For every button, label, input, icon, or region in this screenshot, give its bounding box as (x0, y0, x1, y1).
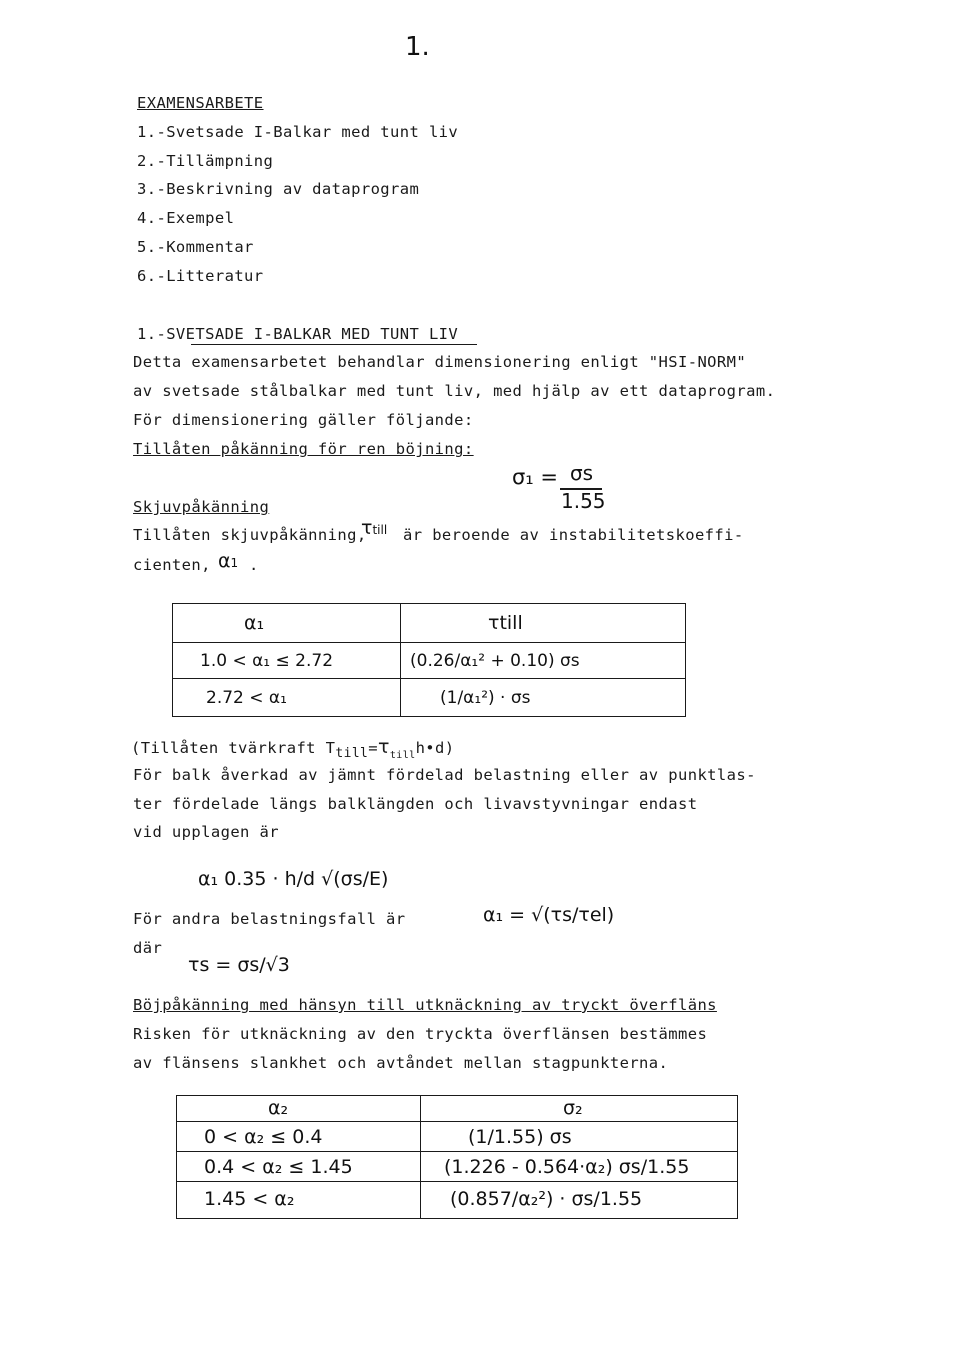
alpha1-formula-a: α₁ 0.35 · h/d √(σs/E) (198, 868, 389, 890)
tau-subscript: till (372, 523, 388, 537)
alpha-symbol: α (218, 550, 231, 572)
toc-title: EXAMENSARBETE (137, 94, 264, 112)
shear-force-suffix: h•d) (415, 739, 455, 757)
paragraph-line: Detta examensarbetet behandlar dimensionering enligt "HSI-NORM" (133, 353, 747, 371)
tau-symbol: τ (361, 517, 373, 539)
tau-till-symbol (361, 517, 387, 541)
alpha1-symbol (218, 550, 238, 574)
table-header: α₂ (268, 1097, 289, 1119)
sigma1-formula-lhs: σ₁ = (512, 465, 558, 489)
paragraph-line: vid upplagen är (133, 823, 279, 841)
table-border (176, 1095, 177, 1219)
sigma1-formula-denominator: 1.55 (561, 489, 606, 513)
table-border (172, 642, 686, 643)
paragraph-line: ter fördelade längs balklängden och livavstyvningar endast (133, 795, 698, 813)
shear-stress-label: Skjuvpåkänning (133, 498, 270, 516)
paragraph-line: För dimensionering gäller följande: (133, 411, 474, 429)
shear-force-tau-subscript: till (389, 750, 416, 761)
table-border (172, 603, 173, 717)
table-header: α₁ (244, 612, 265, 634)
table-border (400, 603, 401, 717)
shear-force-eq: = (368, 739, 379, 757)
sigma1-formula-numerator: σs (570, 461, 594, 485)
table-border (176, 1218, 738, 1219)
table-alpha2-sigma2 (176, 1095, 738, 1219)
paragraph-line: av flänsens slankhet och avtåndet mellan stagpunkterna. (133, 1054, 669, 1072)
paragraph-line: är beroende av instabilitetskoeffi- (403, 526, 744, 544)
table-cell: 0 < α₂ ≤ 0.4 (204, 1126, 323, 1148)
shear-force-tau: τ (378, 736, 390, 758)
flange-heading: Böjpåkänning med hänsyn till utknäckning av tryckt överfläns (133, 996, 717, 1014)
paragraph-line: cienten, (133, 556, 211, 574)
table-border (176, 1151, 738, 1152)
table-header: τtill (488, 612, 523, 634)
table-header: σ₂ (563, 1097, 583, 1119)
table-border (176, 1181, 738, 1182)
table-border (737, 1095, 738, 1219)
shear-force-prefix: (Tillåten tvärkraft T (131, 739, 336, 757)
table-cell: (0.26/α₁² + 0.10) σs (410, 651, 580, 671)
toc-item: 1.-Svetsade I-Balkar med tunt liv (137, 123, 459, 141)
paragraph-line: För balk åverkad av jämnt fördelad belastning eller av punktlas- (133, 766, 756, 784)
table-cell: 1.45 < α₂ (204, 1188, 295, 1210)
table-border (176, 1095, 738, 1096)
toc-item: 4.-Exempel (137, 209, 235, 227)
other-cases-text: För andra belastningsfall är (133, 910, 406, 928)
table-cell: 2.72 < α₁ (206, 688, 287, 708)
toc-item: 3.-Beskrivning av dataprogram (137, 180, 420, 198)
toc-item: 5.-Kommentar (137, 238, 254, 256)
table-cell: 1.0 < α₁ ≤ 2.72 (200, 651, 334, 671)
table-cell: (1/1.55) σs (468, 1126, 572, 1148)
section-heading-underline (191, 344, 477, 345)
shear-force-subscript: till (335, 746, 369, 761)
table-border (685, 603, 686, 717)
table-border (172, 603, 686, 604)
table-cell: (1.226 - 0.564·α₂) σs/1.55 (444, 1156, 690, 1178)
alpha1-formula-b: α₁ = √(τs/τel) (483, 904, 615, 926)
table-border (172, 716, 686, 717)
table-cell: (1/α₁²) · σs (440, 688, 531, 708)
table-alpha1-tau (172, 603, 686, 717)
paragraph-line: . (249, 556, 259, 574)
table-border (172, 678, 686, 679)
table-cell: 0.4 < α₂ ≤ 1.45 (204, 1156, 353, 1178)
table-cell: (0.857/α₂²) · σs/1.55 (450, 1188, 643, 1210)
paragraph-line: Tillåten skjuvpåkänning, (133, 526, 367, 544)
shear-force-line (131, 738, 455, 760)
paragraph-line: Risken för utknäckning av den tryckta överflänsen bestämmes (133, 1025, 708, 1043)
paragraph-line: av svetsade stålbalkar med tunt liv, med hjälp av ett dataprogram. (133, 382, 776, 400)
bending-stress-label: Tillåten påkänning för ren böjning: (133, 440, 474, 458)
table-border (176, 1121, 738, 1122)
alpha-subscript: 1 (230, 556, 239, 570)
toc-item: 6.-Litteratur (137, 267, 264, 285)
table-border (420, 1095, 421, 1219)
page-number: 1. (405, 32, 430, 62)
where-label: där (133, 939, 163, 957)
tau-s-formula: τs = σs/√3 (188, 954, 290, 976)
toc-item: 2.-Tillämpning (137, 152, 274, 170)
section-heading: 1.-SVETSADE I-BALKAR MED TUNT LIV (137, 325, 459, 343)
